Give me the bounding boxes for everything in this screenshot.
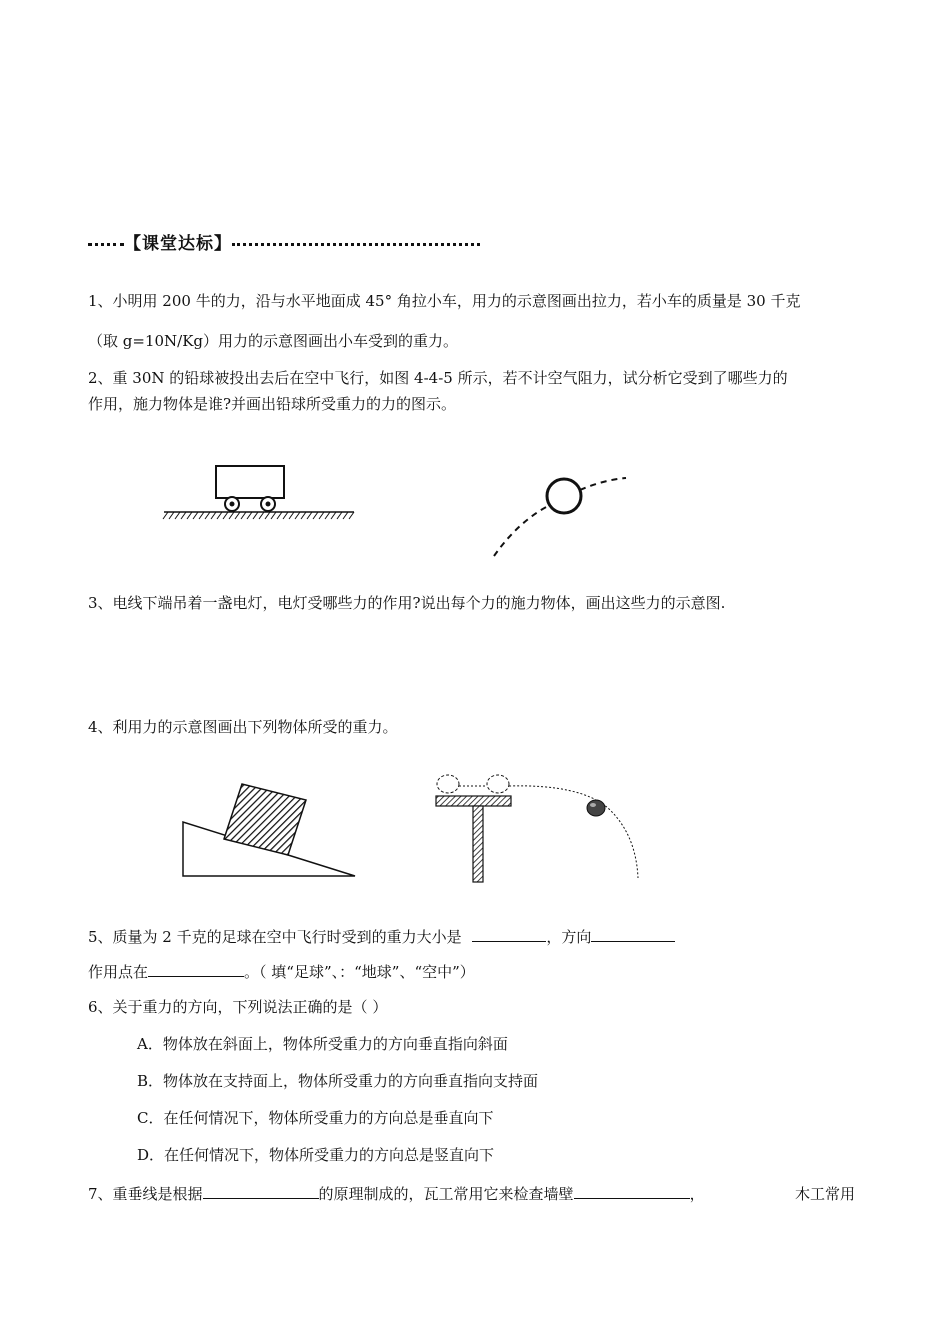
q7-line1 (88, 1184, 705, 1204)
q2-line1: 2、重 30N 的铅球被投出去后在空中飞行，如图 4-4-5 所示，若不计空气阻力，试分析它受到了哪些力的 (88, 369, 788, 387)
q5-text-d: 。（ 填“足球”、：“地球”、“空中”） (244, 963, 475, 981)
q7-text-c: ， (689, 1185, 705, 1203)
q5-line2 (88, 962, 475, 982)
q2-line2: 作用，施力物体是谁?并画出铅球所受重力的力的图示。 (88, 395, 457, 413)
section-title: 【课堂达标】 (124, 234, 232, 254)
q6-option-a[interactable]: A．物体放在斜面上，物体所受重力的方向垂直指向斜面 (137, 1035, 508, 1053)
table-top (436, 796, 511, 806)
trailing-dots (232, 243, 480, 246)
q7-text-b: 的原理制成的，瓦工常用它来检查墙壁 (318, 1185, 574, 1203)
q7-blank-principle[interactable] (203, 1184, 319, 1199)
trajectory-dashed (494, 506, 548, 556)
q6-option-c[interactable]: C．在任何情况下，物体所受重力的方向总是垂直向下 (137, 1109, 494, 1127)
table-ball-figure (430, 770, 650, 885)
cart-body (216, 466, 284, 498)
q5-blank-direction[interactable] (591, 927, 675, 942)
flying-ball (587, 800, 605, 816)
q5-line1 (88, 927, 675, 947)
q5-text-c: 作用点在 (88, 963, 149, 981)
shotput-ball (547, 479, 581, 513)
ball-outline-right (487, 775, 509, 793)
ball-outline-left (437, 775, 459, 793)
leading-dots (88, 243, 124, 246)
q6-stem: 6、关于重力的方向，下列说法正确的是（ ） (88, 998, 388, 1016)
q1-line2: （取 g=10N/Kg）用力的示意图画出小车受到的重力。 (88, 332, 459, 350)
q5-blank-point[interactable] (148, 962, 244, 977)
table-leg (473, 806, 483, 882)
q7-blank-wall[interactable] (574, 1184, 690, 1199)
q5-blank-magnitude[interactable] (472, 927, 546, 942)
q5-text-a: 5、质量为 2 千克的足球在空中飞行时受到的重力大小是 (88, 928, 462, 946)
q1-line1: 1、小明用 200 牛的力，沿与水平地面成 45° 角拉小车，用力的示意图画出拉力，若小车的质量是 30 千克 (88, 292, 801, 310)
q6-option-b[interactable]: B．物体放在支持面上，物体所受重力的方向垂直指向支持面 (137, 1072, 539, 1090)
q6-option-d[interactable]: D．在任何情况下，物体所受重力的方向总是竖直向下 (137, 1146, 495, 1164)
shotput-figure (488, 470, 648, 570)
q7-text-a: 7、重垂线是根据 (88, 1185, 203, 1203)
q3-line1: 3、电线下端吊着一盏电灯，电灯受哪些力的作用?说出每个力的施力物体，画出这些力的示意图. (88, 594, 726, 612)
q7-line1-end: 木工常用 (795, 1185, 856, 1203)
cart-figure (160, 462, 360, 522)
section-header (88, 229, 480, 254)
ball-trajectory (509, 786, 638, 878)
incline-figure (178, 772, 368, 882)
q5-text-b: ，方向 (546, 928, 592, 946)
q4-line1: 4、利用力的示意图画出下列物体所受的重力。 (88, 718, 398, 736)
ground-hatching (163, 512, 354, 519)
